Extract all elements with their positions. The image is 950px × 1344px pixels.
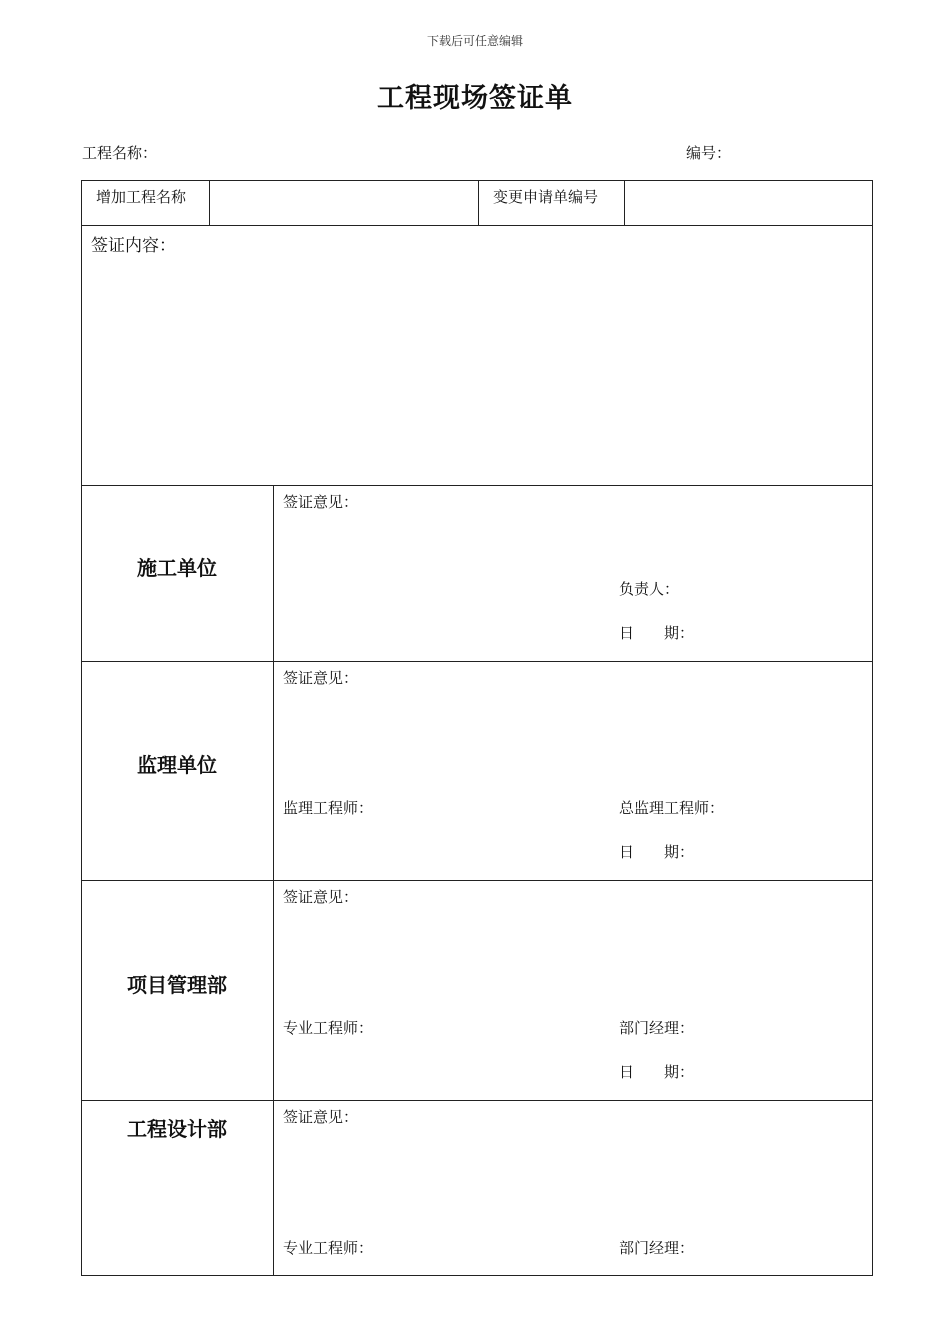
border-top: [81, 180, 873, 181]
department-manager-label-pm: 部门经理：: [619, 1019, 695, 1037]
row1-bottom: [81, 225, 873, 226]
date-label-construction: 日 期：: [619, 624, 695, 642]
section1-bottom: [81, 661, 873, 662]
content-label: 签证内容：: [91, 236, 176, 256]
border-left: [81, 180, 82, 1276]
dept-engineering-design: 工程设计部: [127, 1117, 227, 1141]
content-bottom: [81, 485, 873, 486]
dept-construction: 施工单位: [137, 556, 217, 580]
page-title: 工程现场签证单: [377, 83, 573, 114]
department-manager-label-design: 部门经理：: [619, 1239, 695, 1257]
border-bottom: [81, 1275, 873, 1276]
number-label: 编号：: [686, 144, 732, 162]
row1-divider-1: [209, 180, 210, 225]
section3-bottom: [81, 1100, 873, 1101]
header-note: 下载后可任意编辑: [426, 34, 523, 48]
responsible-person-label: 负责人：: [619, 580, 680, 598]
chief-supervisor-label: 总监理工程师：: [619, 799, 725, 817]
added-project-label: 增加工程名称: [96, 188, 187, 206]
specialist-engineer-label-design: 专业工程师：: [283, 1239, 374, 1257]
project-name-label: 工程名称：: [82, 144, 158, 162]
opinion-label-design: 签证意见：: [283, 1108, 359, 1126]
specialist-engineer-label-pm: 专业工程师：: [283, 1019, 374, 1037]
change-request-label: 变更申请单编号: [493, 188, 599, 206]
opinion-label-project-management: 签证意见：: [283, 888, 359, 906]
opinion-label-supervision: 签证意见：: [283, 669, 359, 687]
dept-supervision: 监理单位: [137, 753, 217, 777]
row1-divider-3: [624, 180, 625, 225]
visa-form-table: [81, 180, 873, 1276]
date-label-project-management: 日 期：: [619, 1063, 695, 1081]
border-right: [872, 180, 873, 1276]
opinion-label-construction: 签证意见：: [283, 493, 359, 511]
date-label-supervision: 日 期：: [619, 843, 695, 861]
section2-bottom: [81, 880, 873, 881]
dept-project-management: 项目管理部: [127, 973, 227, 997]
row1-divider-2: [478, 180, 479, 225]
supervising-engineer-label: 监理工程师：: [283, 799, 374, 817]
